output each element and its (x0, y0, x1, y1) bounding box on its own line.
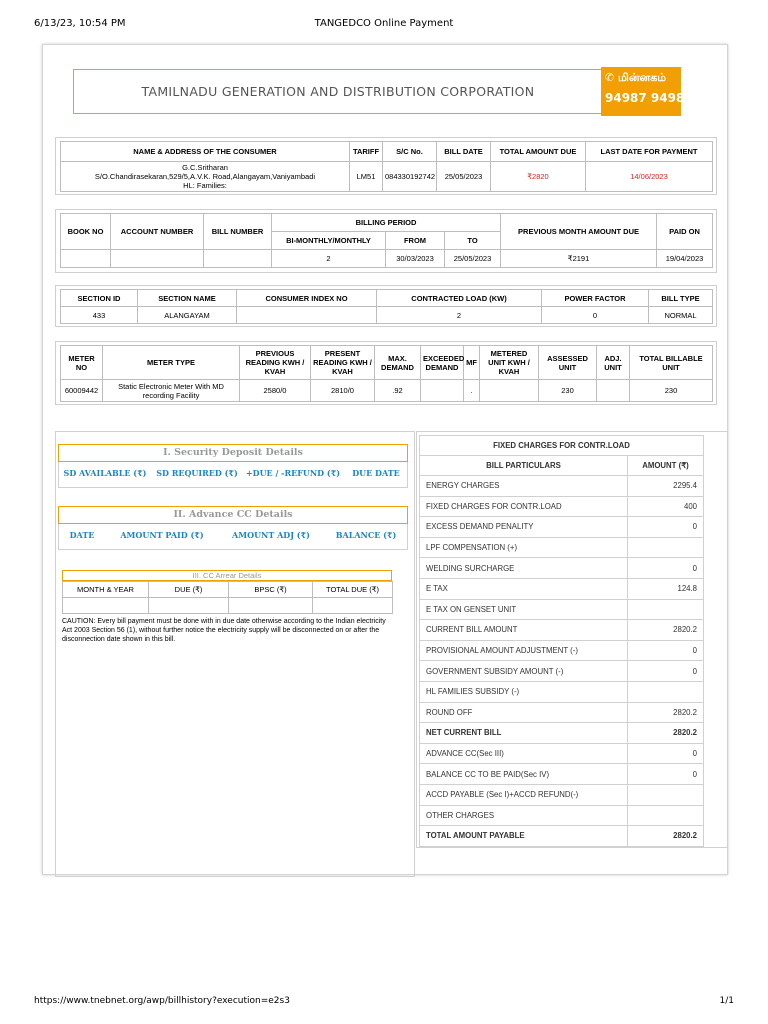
col-meter-no: METER NO (61, 346, 103, 380)
charge-row (420, 517, 704, 538)
adv-amount-paid-col: AMOUNT PAID (₹) (120, 530, 204, 540)
col-metered-unit: METERED UNIT KWH / KVAH (480, 346, 539, 380)
charge-label: ADVANCE CC(Sec III) (420, 743, 628, 764)
charge-row (420, 743, 704, 764)
consumer-hl: HL: Families: (183, 181, 227, 190)
col-previous-reading: PREVIOUS READING KWH / KVAH (240, 346, 311, 380)
adj-unit-value (597, 380, 630, 402)
col-present-reading: PRESENT READING KWH / KVAH (311, 346, 375, 380)
col-assessed-unit: ASSESSED UNIT (539, 346, 597, 380)
col-name-address: NAME & ADDRESS OF THE CONSUMER (61, 142, 350, 162)
bill-number-value (204, 250, 272, 268)
consumer-address: S/O.Chandirasekaran,529/5,A.V.K. Road,Alangayam,Vaniyambadi (94, 172, 316, 181)
charge-amount: 2820.2 (628, 723, 704, 744)
prev-month-amount-value: ₹2191 (501, 250, 657, 268)
charge-amount: 2820.2 (628, 702, 704, 723)
due-date-col: DUE DATE (352, 468, 400, 478)
charge-amount: 0 (628, 558, 704, 579)
advance-cc-grid (58, 524, 408, 550)
cc-arrear-table (62, 581, 393, 614)
total-billable-value: 230 (630, 380, 713, 402)
charge-amount: 0 (628, 517, 704, 538)
due-refund-col: +DUE / -REFUND (₹) (245, 468, 341, 478)
bimonthly-value: 2 (272, 250, 386, 268)
charge-row (420, 826, 704, 847)
power-factor-value: 0 (542, 307, 649, 324)
arr-bpsc-col: BPSC (₹) (229, 582, 313, 598)
col-total-billable: TOTAL BILLABLE UNIT (630, 346, 713, 380)
charge-row (420, 784, 704, 805)
col-bill-date: BILL DATE (437, 142, 491, 162)
bill-particulars-table (419, 435, 704, 847)
col-meter-type: METER TYPE (103, 346, 240, 380)
charge-label: ENERGY CHARGES (420, 476, 628, 497)
print-title: TANGEDCO Online Payment (314, 18, 454, 29)
security-deposit-title: I. Security Deposit Details (58, 444, 408, 462)
charge-label: E TAX ON GENSET UNIT (420, 599, 628, 620)
charge-row (420, 640, 704, 661)
to-value: 25/05/2023 (445, 250, 501, 268)
col-contracted-load: CONTRACTED LOAD (KW) (377, 290, 542, 307)
arr-cell (149, 598, 229, 614)
arr-total-due-col: TOTAL DUE (₹) (313, 582, 393, 598)
col-last-date: LAST DATE FOR PAYMENT (586, 142, 713, 162)
charge-label: TOTAL AMOUNT PAYABLE (420, 826, 628, 847)
charge-row (420, 476, 704, 497)
tariff-value: LM51 (350, 162, 383, 192)
page-url: https://www.tnebnet.org/awp/billhistory?execution=e2s3 (34, 996, 290, 1006)
col-max-demand: MAX. DEMAND (375, 346, 421, 380)
section-id-value: 433 (61, 307, 138, 324)
charge-row (420, 620, 704, 641)
corporation-banner (73, 69, 693, 114)
sc-no-value: 084330192742 (383, 162, 437, 192)
col-mf: MF (464, 346, 480, 380)
col-account-number: ACCOUNT NUMBER (111, 214, 204, 250)
charge-label: LPF COMPENSATION (+) (420, 537, 628, 558)
charge-label: EXCESS DEMAND PENALITY (420, 517, 628, 538)
col-from: FROM (386, 232, 445, 250)
bill-type-value: NORMAL (649, 307, 713, 324)
charge-label: CURRENT BILL AMOUNT (420, 620, 628, 641)
col-billing-period: BILLING PERIOD (272, 214, 501, 232)
col-consumer-index: CONSUMER INDEX NO (237, 290, 377, 307)
helpline-number: 94987 94987 (605, 91, 693, 105)
meter-table (60, 345, 713, 402)
col-bill-particulars: BILL PARTICULARS (420, 456, 628, 476)
charge-label: WELDING SURCHARGE (420, 558, 628, 579)
charge-row (420, 805, 704, 826)
book-no-value (61, 250, 111, 268)
charge-row (420, 723, 704, 744)
charge-amount (628, 805, 704, 826)
charge-row (420, 578, 704, 599)
cc-arrear-title: III. CC Arrear Details (62, 570, 392, 581)
charge-amount: 124.8 (628, 578, 704, 599)
deposit-details-panel (55, 431, 415, 877)
metered-unit-value (480, 380, 539, 402)
sd-required-col: SD REQUIRED (₹) (156, 468, 238, 478)
col-amount: AMOUNT (₹) (628, 456, 704, 476)
adv-amount-adj-col: AMOUNT ADJ (₹) (232, 530, 310, 540)
billing-table (60, 213, 713, 268)
col-tariff: TARIFF (350, 142, 383, 162)
consumer-name-address (61, 162, 350, 192)
charge-amount: 2295.4 (628, 476, 704, 497)
bill-particulars-panel (416, 431, 728, 848)
charge-amount (628, 681, 704, 702)
col-to: TO (445, 232, 501, 250)
adv-balance-col: BALANCE (₹) (335, 530, 397, 540)
charge-label: HL FAMILIES SUBSIDY (-) (420, 681, 628, 702)
charge-row (420, 681, 704, 702)
charge-label: E TAX (420, 578, 628, 599)
charge-row (420, 661, 704, 682)
charge-label: PROVISIONAL AMOUNT ADJUSTMENT (-) (420, 640, 628, 661)
print-footer (34, 996, 734, 1010)
meter-type-value: Static Electronic Meter With MD recording Facility (103, 380, 240, 402)
arr-cell (313, 598, 393, 614)
charge-row (420, 537, 704, 558)
col-section-id: SECTION ID (61, 290, 138, 307)
col-book-no: BOOK NO (61, 214, 111, 250)
previous-reading-value: 2580/0 (240, 380, 311, 402)
bill-frame (42, 44, 728, 875)
consumer-table (60, 141, 713, 192)
col-total-due: TOTAL AMOUNT DUE (491, 142, 586, 162)
charge-label: FIXED CHARGES FOR CONTR.LOAD (420, 496, 628, 517)
consumer-name: G.C.Sritharan (182, 163, 228, 172)
col-prev-month-amount: PREVIOUS MONTH AMOUNT DUE (501, 214, 657, 250)
corporation-name: TAMILNADU GENERATION AND DISTRIBUTION CORPORATION (141, 84, 535, 99)
phone-icon-logo-text: ✆ மின்னகம் (605, 71, 667, 84)
charge-row (420, 702, 704, 723)
exceeded-demand-value (421, 380, 464, 402)
charge-label: ROUND OFF (420, 702, 628, 723)
contracted-load-value: 2 (377, 307, 542, 324)
advance-cc-title: II. Advance CC Details (58, 506, 408, 524)
charge-label: ACCD PAYABLE (Sec I)+ACCD REFUND(-) (420, 784, 628, 805)
bill-date-value: 25/05/2023 (437, 162, 491, 192)
col-bill-type: BILL TYPE (649, 290, 713, 307)
present-reading-value: 2810/0 (311, 380, 375, 402)
arr-cell (229, 598, 313, 614)
charge-row (420, 599, 704, 620)
print-datetime: 6/13/23, 10:54 PM (34, 18, 126, 29)
section-name-value: ALANGAYAM (138, 307, 237, 324)
charge-amount: 0 (628, 743, 704, 764)
mf-value: . (464, 380, 480, 402)
charge-amount (628, 599, 704, 620)
arr-cell (63, 598, 149, 614)
charge-amount: 0 (628, 661, 704, 682)
charge-amount: 2820.2 (628, 826, 704, 847)
charge-row (420, 558, 704, 579)
adv-date-col: DATE (69, 530, 95, 540)
security-deposit-grid (58, 462, 408, 488)
col-bimonthly: BI-MONTHLY/MONTHLY (272, 232, 386, 250)
charge-amount: 0 (628, 640, 704, 661)
account-number-value (111, 250, 204, 268)
charge-row (420, 764, 704, 785)
max-demand-value: .92 (375, 380, 421, 402)
caution-note: CAUTION: Every bill payment must be done with in due date otherwise according to the Indian electricity Act 2003 Section 56 (1), without further notice the electricity supply will be disconnected on or after the disconnection date shown in this bill. (62, 618, 386, 643)
charge-label: OTHER CHARGES (420, 805, 628, 826)
col-paid-on: PAID ON (657, 214, 713, 250)
sd-available-col: SD AVAILABLE (₹) (63, 468, 147, 478)
total-due-value: ₹2820 (491, 162, 586, 192)
page-number: 1/1 (719, 996, 734, 1006)
section-table (60, 289, 713, 324)
col-exceeded-demand: EXCEEDED DEMAND (421, 346, 464, 380)
charge-amount (628, 784, 704, 805)
charge-amount: 400 (628, 496, 704, 517)
arr-month-col: MONTH & YEAR (63, 582, 149, 598)
charge-amount: 2820.2 (628, 620, 704, 641)
charge-label: GOVERNMENT SUBSIDY AMOUNT (-) (420, 661, 628, 682)
print-header (34, 18, 734, 32)
arr-due-col: DUE (₹) (149, 582, 229, 598)
from-value: 30/03/2023 (386, 250, 445, 268)
last-date-value: 14/06/2023 (586, 162, 713, 192)
minnagam-logo (601, 67, 693, 116)
cc-arrear-section (62, 570, 392, 614)
meter-no-value: 60009442 (61, 380, 103, 402)
col-adj-unit: ADJ. UNIT (597, 346, 630, 380)
col-section-name: SECTION NAME (138, 290, 237, 307)
charge-row (420, 496, 704, 517)
charge-rows (420, 476, 704, 847)
col-sc-no: S/C No. (383, 142, 437, 162)
assessed-unit-value: 230 (539, 380, 597, 402)
charge-amount (628, 537, 704, 558)
fixed-charges-title: FIXED CHARGES FOR CONTR.LOAD (420, 436, 704, 456)
charge-label: BALANCE CC TO BE PAID(Sec IV) (420, 764, 628, 785)
col-power-factor: POWER FACTOR (542, 290, 649, 307)
charge-label: NET CURRENT BILL (420, 723, 628, 744)
paid-on-value: 19/04/2023 (657, 250, 713, 268)
col-bill-number: BILL NUMBER (204, 214, 272, 250)
consumer-index-value (237, 307, 377, 324)
charge-amount: 0 (628, 764, 704, 785)
